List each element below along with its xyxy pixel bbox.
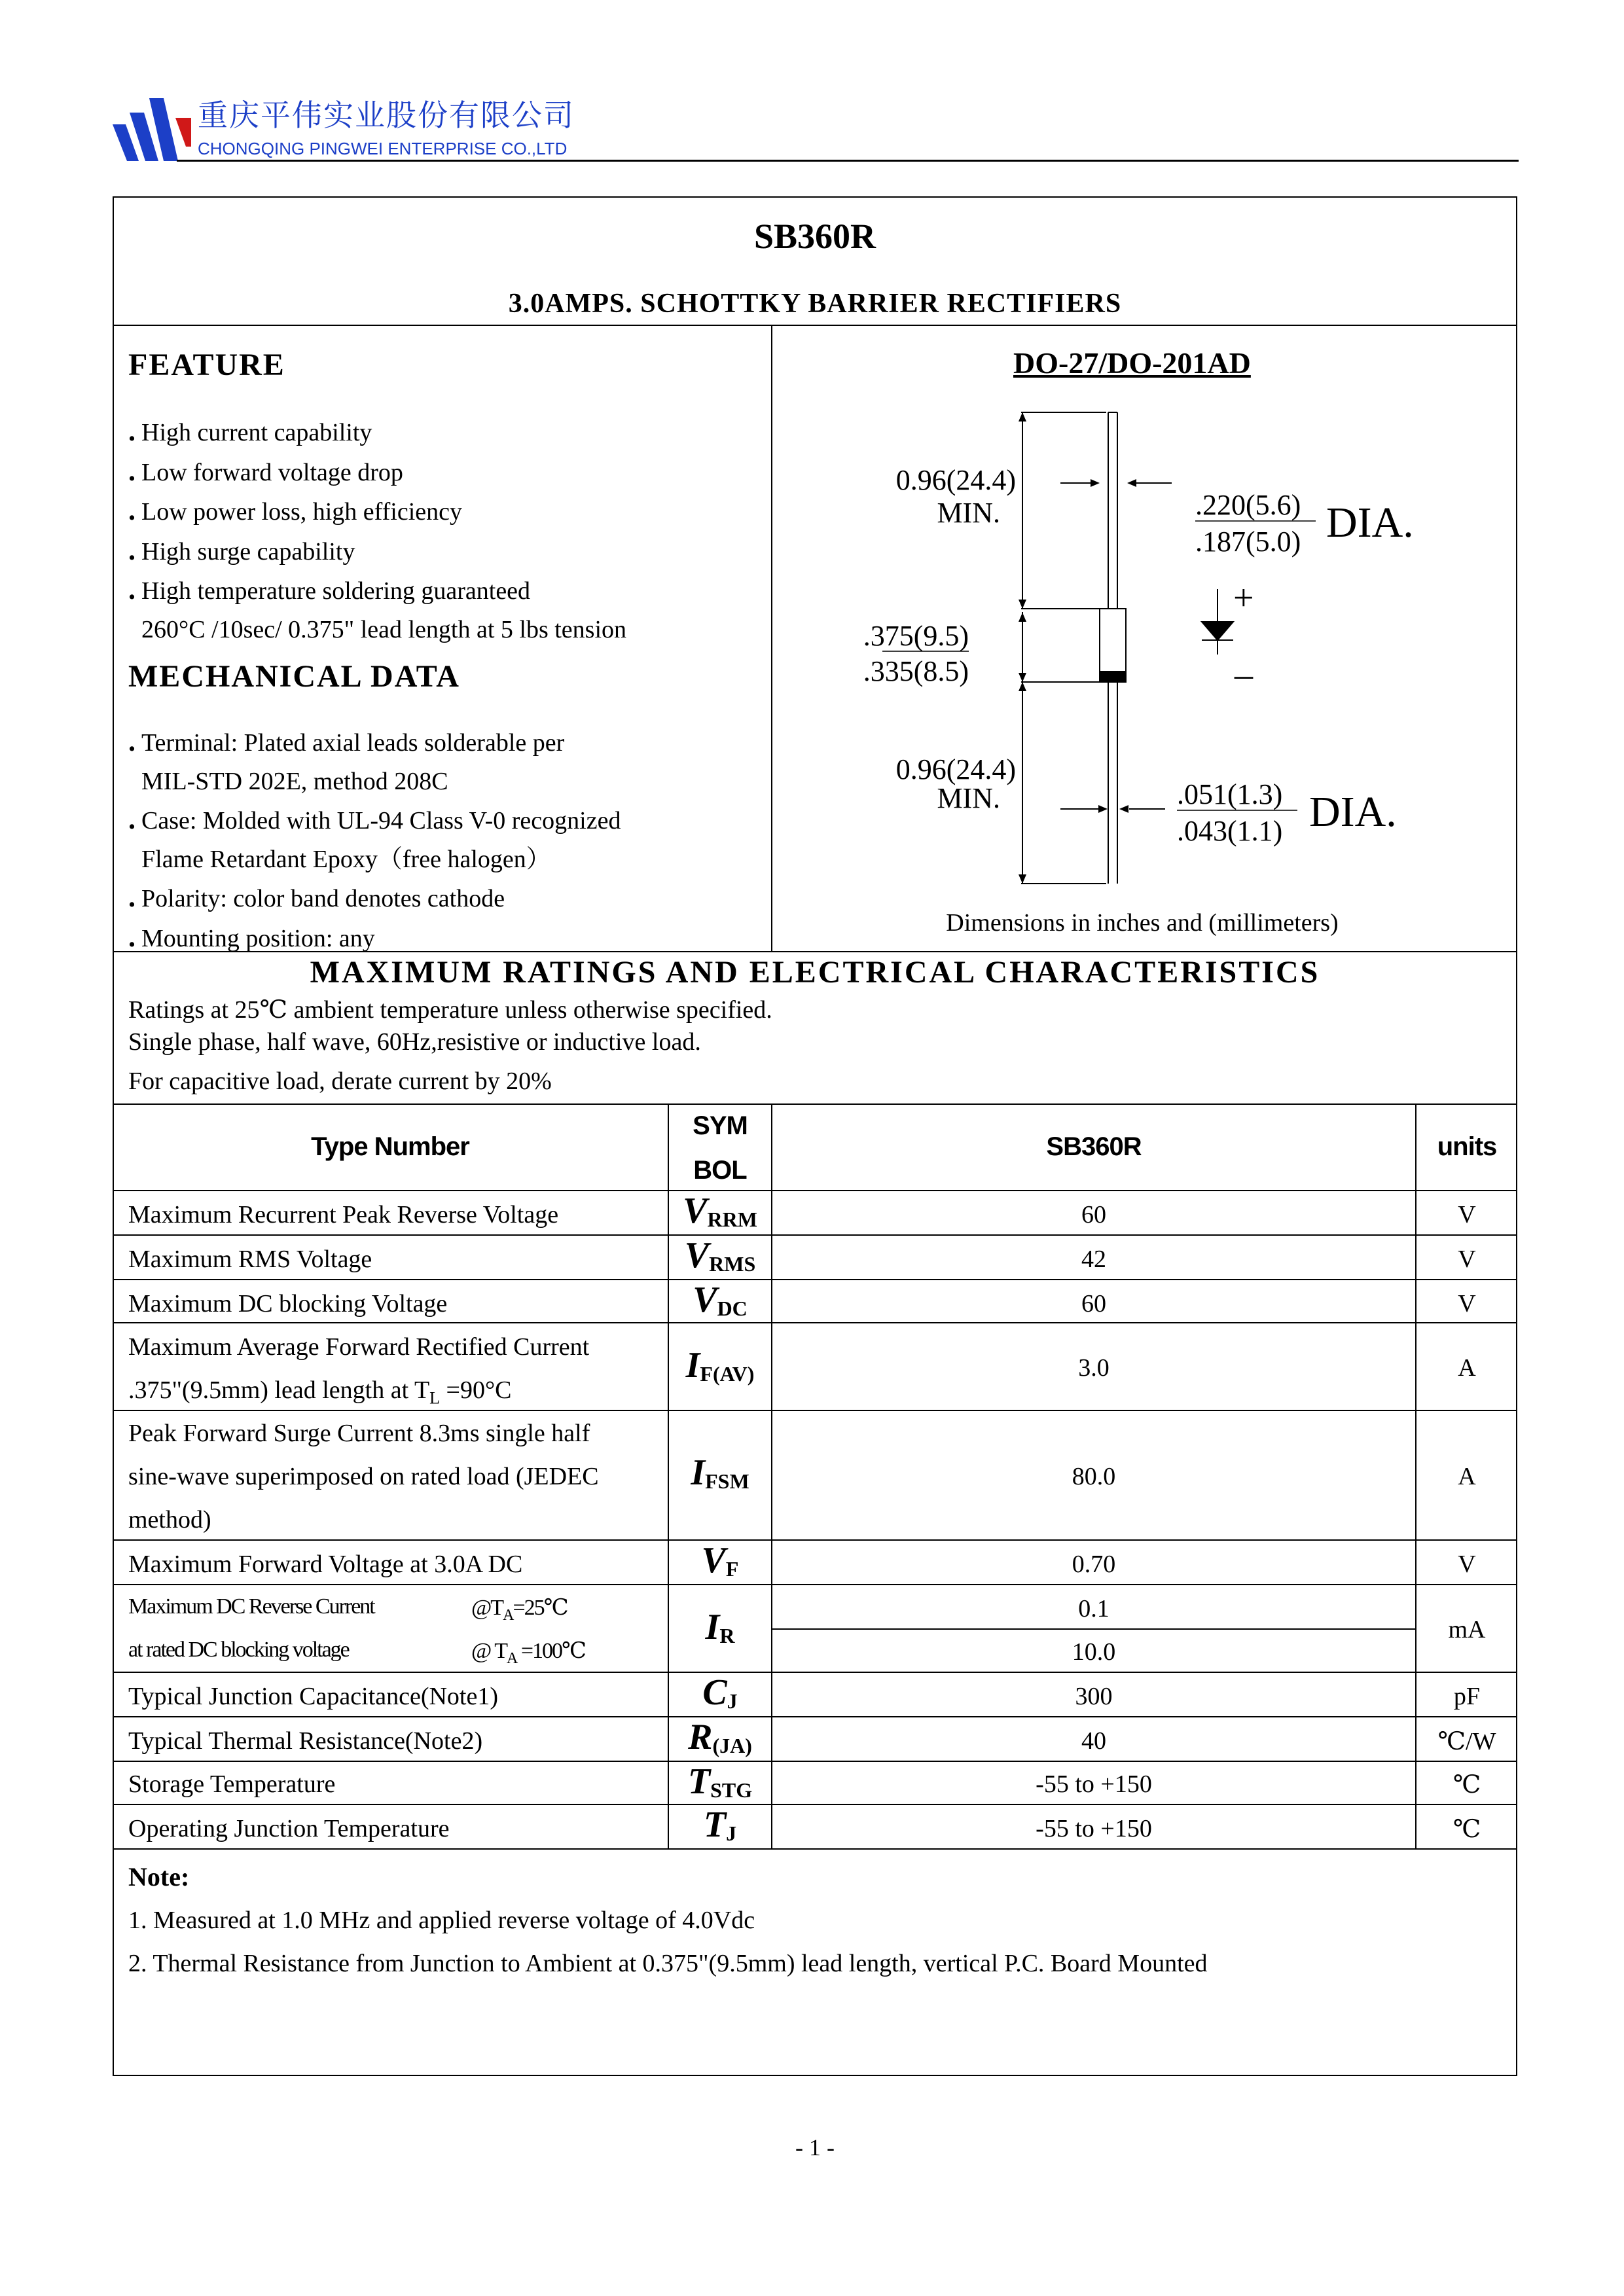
dim-lead-dia-max: .051(1.3) (1177, 778, 1283, 810)
pingwei-logo-icon (113, 98, 191, 161)
note-item: 1. Measured at 1.0 MHz and applied reverse voltage of 4.0Vdc (128, 1907, 755, 1934)
package-lead-top (1108, 412, 1117, 609)
divider-title (113, 325, 1517, 326)
value-ir-25c: 0.1 (1078, 1595, 1110, 1623)
feature-list (128, 412, 626, 649)
dim-min-top: MIN. (937, 497, 1000, 529)
package-body (1100, 609, 1126, 682)
symbol-cj: $C_J$ (702, 1672, 738, 1713)
symbol-vdc: $V_{DC}$ (693, 1280, 748, 1320)
param-ifav: Maximum Average Forward Rectified Current (128, 1333, 590, 1361)
rating-condition: Ratings at 25℃ ambient temperature unless otherwise specified. (128, 996, 772, 1024)
symbol-vrrm: $V_{RRM}$ (683, 1191, 757, 1231)
symbol-vf: $V_F$ (701, 1540, 739, 1581)
list-item: . High temperature soldering guaranteed (128, 573, 531, 605)
page-number: - 1 - (795, 2134, 835, 2161)
unit-vrrm: V (1458, 1201, 1476, 1229)
param-ir-cond2: @ $T_A$ =100℃ (471, 1639, 586, 1667)
header-type-number: Type Number (311, 1132, 469, 1161)
header-part-number: SB360R (1046, 1132, 1142, 1161)
unit-cj: pF (1453, 1683, 1481, 1710)
param-ir-cond1: $@T_A=25℃$ (471, 1596, 568, 1624)
dim-body-dia-max: .220(5.6) (1195, 489, 1301, 521)
param-vrms: Maximum RMS Voltage (128, 1246, 372, 1273)
dia-label-2: DIA. (1309, 788, 1397, 836)
value-tj: -55 to +150 (1036, 1815, 1152, 1842)
unit-tstg: ℃ (1453, 1771, 1481, 1799)
ratings-heading: MAXIMUM RATINGS AND ELECTRICAL CHARACTERISTICS (310, 955, 1320, 990)
dim-min-bottom: MIN. (937, 782, 1000, 814)
mechanical-list (128, 723, 621, 958)
note-item: 2. Thermal Resistance from Junction to Ambient at 0.375"(9.5mm) lead length, vertical P.C. Board Mounted (128, 1950, 1208, 1977)
list-item: . High current capability (128, 415, 372, 447)
header-divider (177, 160, 1519, 162)
header-units: units (1437, 1132, 1497, 1161)
polarity-plus: + (1233, 578, 1254, 619)
unit-ifsm: A (1458, 1463, 1476, 1490)
package-outline-diagram (772, 393, 1512, 890)
notes-heading: Note: (128, 1862, 190, 1892)
param-tstg: Storage Temperature (128, 1770, 336, 1798)
dim-body-dia-min: .187(5.0) (1195, 526, 1301, 558)
param-ifsm-line3: method) (128, 1506, 211, 1534)
unit-ifav: A (1458, 1354, 1476, 1382)
rating-condition: Single phase, half wave, 60Hz,resistive or inductive load. (128, 1028, 701, 1056)
list-item: . Low power loss, high efficiency (128, 494, 463, 526)
company-name-en: CHONGQING PINGWEI ENTERPRISE CO.,LTD (198, 139, 568, 158)
list-item-continuation: 260°C /10sec/ 0.375" lead length at 5 lbs tension (141, 615, 626, 643)
dim-lead-dia-min: .043(1.1) (1177, 815, 1283, 847)
param-tj: Operating Junction Temperature (128, 1815, 450, 1842)
param-ir: Maximum DC Reverse Current (128, 1594, 374, 1619)
param-vf: Maximum Forward Voltage at 3.0A DC (128, 1551, 523, 1578)
param-ifsm: Peak Forward Surge Current 8.3ms single half (128, 1420, 590, 1447)
value-ifav: 3.0 (1078, 1354, 1110, 1382)
unit-ir: mA (1448, 1616, 1486, 1643)
symbol-ifsm: $I_{FSM}$ (691, 1452, 749, 1493)
symbol-ir: $I_R$ (705, 1607, 735, 1647)
symbol-ifav: $I_{F(AV)}$ (685, 1345, 755, 1386)
dim-lead-length-top: 0.96(24.4) (895, 464, 1016, 496)
param-cj: Typical Junction Capacitance(Note1) (128, 1683, 499, 1710)
rating-condition: For capacitive load, derate current by 20% (128, 1067, 552, 1095)
polarity-minus: _ (1235, 642, 1253, 683)
dia-label-1: DIA. (1326, 499, 1414, 547)
unit-vf: V (1458, 1551, 1476, 1578)
param-ifav-line2: .375"(9.5mm) lead length at $T_L =90^\circ C$ (128, 1376, 512, 1408)
param-vdc: Maximum DC blocking Voltage (128, 1290, 448, 1318)
list-item: . Low forward voltage drop (128, 454, 403, 487)
value-rja: 40 (1081, 1727, 1106, 1755)
value-cj: 300 (1075, 1683, 1113, 1710)
param-vrrm: Maximum Recurrent Peak Reverse Voltage (128, 1201, 559, 1229)
header-symbol-2: BOL (693, 1156, 747, 1185)
dim-lead-length-bottom: 0.96(24.4) (895, 753, 1016, 785)
value-tstg: -55 to +150 (1036, 1770, 1152, 1798)
list-item: . Terminal: Plated axial leads solderable per (128, 725, 565, 757)
unit-vrms: V (1458, 1246, 1476, 1273)
package-lead-bottom (1108, 682, 1117, 884)
value-vdc: 60 (1081, 1290, 1106, 1318)
symbol-tj: $T_J$ (703, 1804, 737, 1845)
list-item-continuation: Flame Retardant Epoxy（free halogen） (141, 845, 551, 873)
value-vf: 0.70 (1072, 1551, 1116, 1578)
list-item: . Mounting position: any (128, 920, 375, 953)
symbol-rja: $R_{(JA)}$ (688, 1717, 752, 1757)
company-name-cn: 重庆平伟实业股份有限公司 (198, 98, 575, 133)
param-ifsm-line2: sine-wave superimposed on rated load (JEDEC (128, 1463, 599, 1490)
feature-heading: FEATURE (128, 348, 285, 382)
package-name: DO-27/DO-201AD (1013, 346, 1251, 380)
list-item: . High surge capability (128, 533, 355, 566)
value-ifsm: 80.0 (1072, 1463, 1116, 1490)
list-item: . Case: Molded with UL-94 Class V-0 recognized (128, 803, 621, 835)
value-vrrm: 60 (1081, 1201, 1106, 1229)
param-ir-line2: at rated DC blocking voltage (128, 1638, 349, 1662)
param-rja: Typical Thermal Resistance(Note2) (128, 1727, 483, 1755)
mechanical-heading: MECHANICAL DATA (128, 659, 460, 694)
list-item-continuation: MIL-STD 202E, method 208C (141, 767, 448, 795)
unit-vdc: V (1458, 1290, 1476, 1318)
header-symbol-1: SYM (693, 1111, 748, 1140)
value-ir-100c: 10.0 (1072, 1638, 1116, 1666)
part-title: SB360R (753, 217, 876, 256)
dim-body-len-max: .375(9.5) (863, 620, 969, 652)
part-subtitle: 3.0AMPS. SCHOTTKY BARRIER RECTIFIERS (508, 289, 1122, 319)
symbol-tstg: $T_{STG}$ (687, 1761, 753, 1802)
dimension-note: Dimensions in inches and (millimeters) (946, 909, 1339, 937)
dim-body-len-min: .335(8.5) (863, 655, 969, 687)
list-item: . Polarity: color band denotes cathode (128, 881, 505, 913)
value-vrms: 42 (1081, 1246, 1106, 1273)
symbol-vrms: $V_{RMS}$ (684, 1235, 756, 1276)
diode-symbol-icon (1202, 589, 1233, 655)
unit-rja: ℃/W (1437, 1728, 1496, 1755)
unit-tj: ℃ (1453, 1816, 1481, 1843)
